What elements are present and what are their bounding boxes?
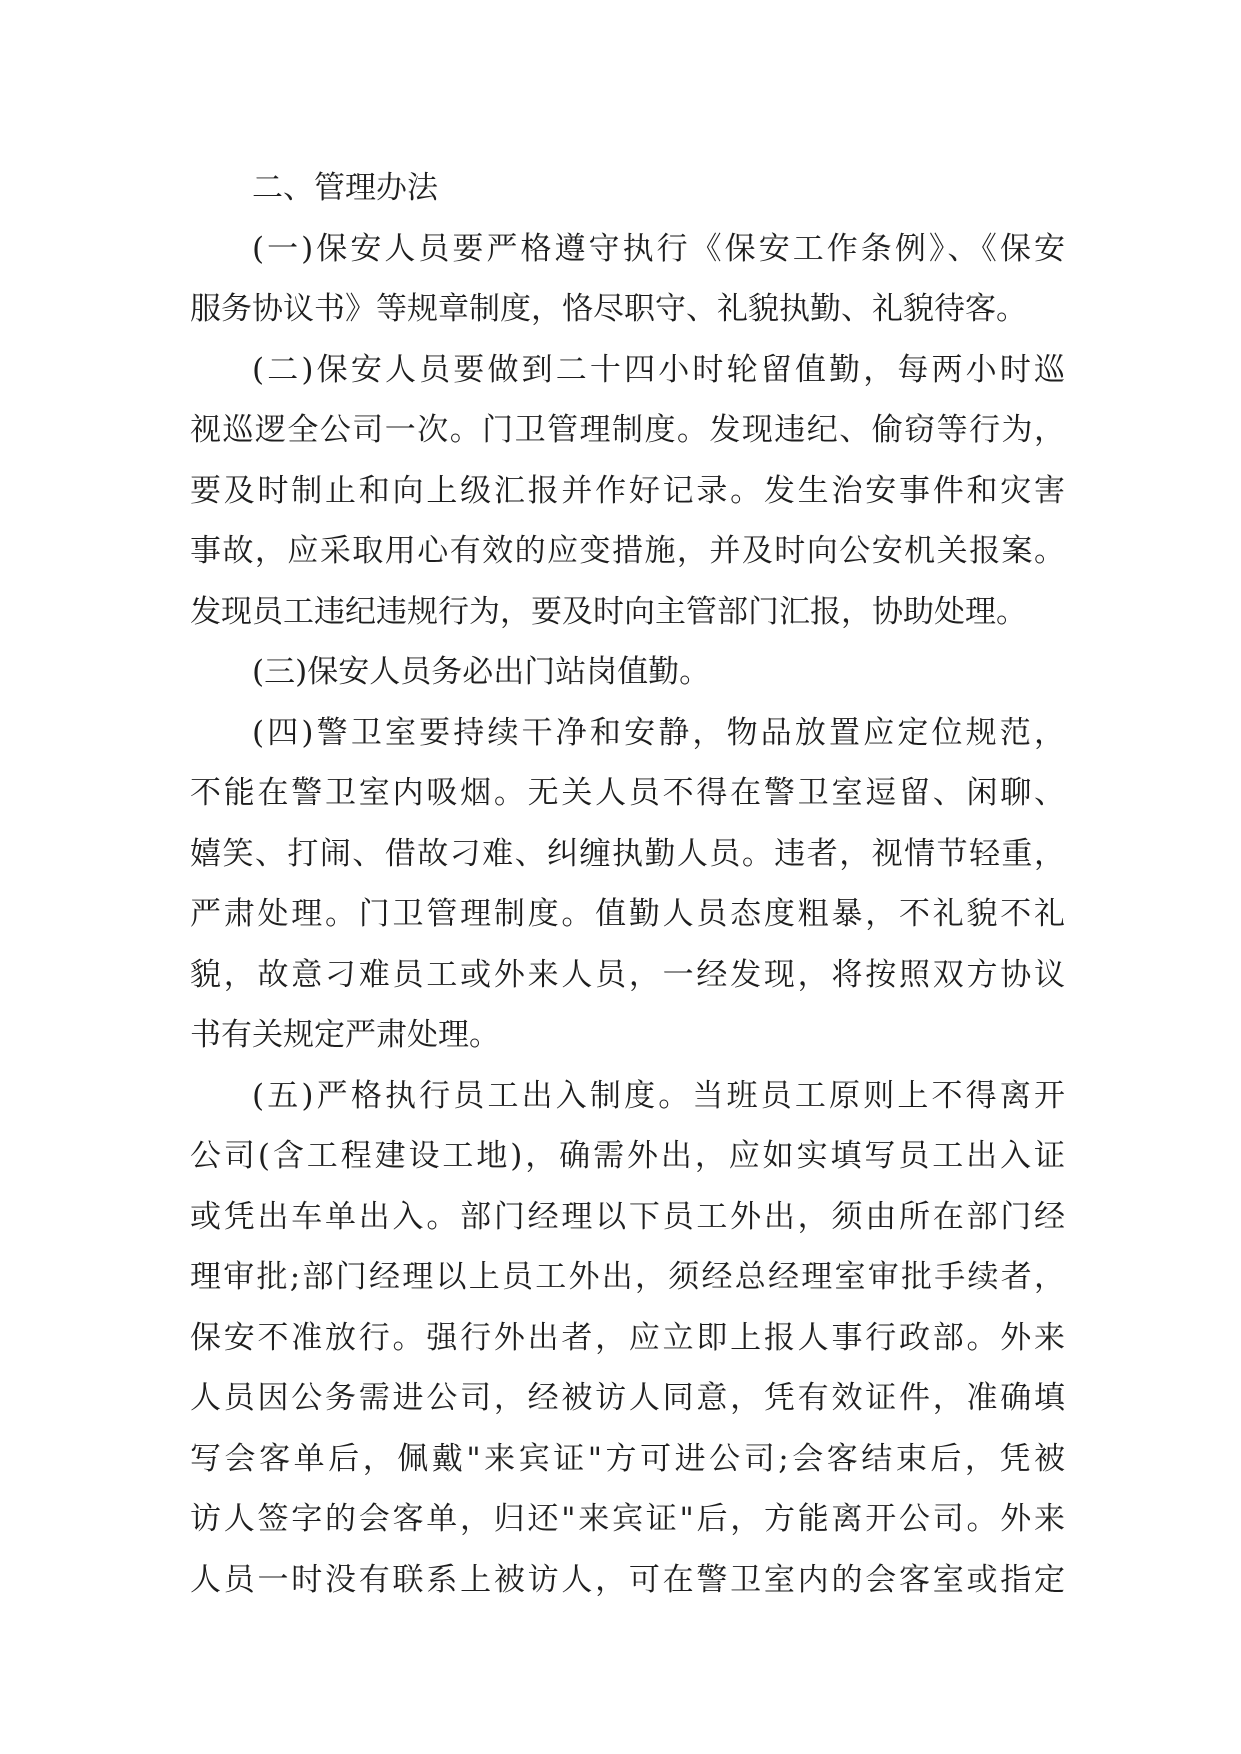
paragraph-line: 发现员工违纪违规行为，要及时向主管部门汇报，协助处理。 — [190, 593, 1027, 630]
paragraph-line: (一)保安人员要严格遵守执行《保安工作条例》、《保安 — [252, 230, 1065, 267]
paragraph-line: 嬉笑、打闹、借故刁难、纠缠执勤人员。违者，视情节轻重， — [190, 835, 1065, 872]
paragraph-4 — [190, 703, 1065, 1066]
paragraph-1 — [190, 219, 1065, 340]
paragraph-3 — [190, 642, 1065, 703]
paragraph-line: 要及时制止和向上级汇报并作好记录。发生治安事件和灾害 — [190, 472, 1065, 509]
paragraph-line: 人员因公务需进公司，经被访人同意，凭有效证件，准确填 — [190, 1380, 1065, 1416]
paragraph-line: 公司(含工程建设工地)，确需外出，应如实填写员工出入证 — [190, 1138, 1065, 1174]
paragraph-line: (五)严格执行员工出入制度。当班员工原则上不得离开 — [252, 1077, 1065, 1114]
paragraph-line: 人员一时没有联系上被访人，可在警卫室内的会客室或指定 — [190, 1561, 1065, 1598]
paragraph-line: 服务协议书》等规章制度，恪尽职守、礼貌执勤、礼貌待客。 — [190, 291, 1027, 327]
paragraph-line: 不能在警卫室内吸烟。无关人员不得在警卫室逗留、闲聊、 — [190, 775, 1065, 811]
paragraph-line: (二)保安人员要做到二十四小时轮留值勤，每两小时巡 — [252, 351, 1065, 388]
document-body — [190, 158, 1065, 1610]
paragraph-line: 保安不准放行。强行外出者，应立即上报人事行政部。外来 — [190, 1319, 1065, 1356]
paragraph-line: 写会客单后，佩戴"来宾证"方可进公司;会客结束后，凭被 — [190, 1440, 1065, 1477]
paragraph-line: 理审批;部门经理以上员工外出，须经总经理室审批手续者， — [190, 1259, 1065, 1295]
paragraph-line: 或凭出车单出入。部门经理以下员工外出，须由所在部门经 — [190, 1198, 1065, 1235]
paragraph-line: (四)警卫室要持续干净和安静，物品放置应定位规范， — [252, 714, 1065, 751]
paragraph-line: 貌，故意刁难员工或外来人员，一经发现，将按照双方协议 — [190, 956, 1065, 993]
paragraph-line: 事故，应采取用心有效的应变措施，并及时向公安机关报案。 — [190, 533, 1065, 569]
paragraph-line: 书有关规定严肃处理。 — [190, 1017, 500, 1053]
paragraph-line: (三)保安人员务必出门站岗值勤。 — [252, 654, 711, 690]
section-heading: 二、管理办法 — [252, 170, 438, 206]
paragraph-line: 视巡逻全公司一次。门卫管理制度。发现违纪、偷窃等行为， — [190, 412, 1065, 448]
paragraph-line: 访人签字的会客单，归还"来宾证"后，方能离开公司。外来 — [190, 1501, 1065, 1537]
paragraph-line: 严肃处理。门卫管理制度。值勤人员态度粗暴，不礼貌不礼 — [190, 896, 1065, 932]
paragraph-2 — [190, 340, 1065, 643]
paragraph-5 — [190, 1066, 1065, 1611]
